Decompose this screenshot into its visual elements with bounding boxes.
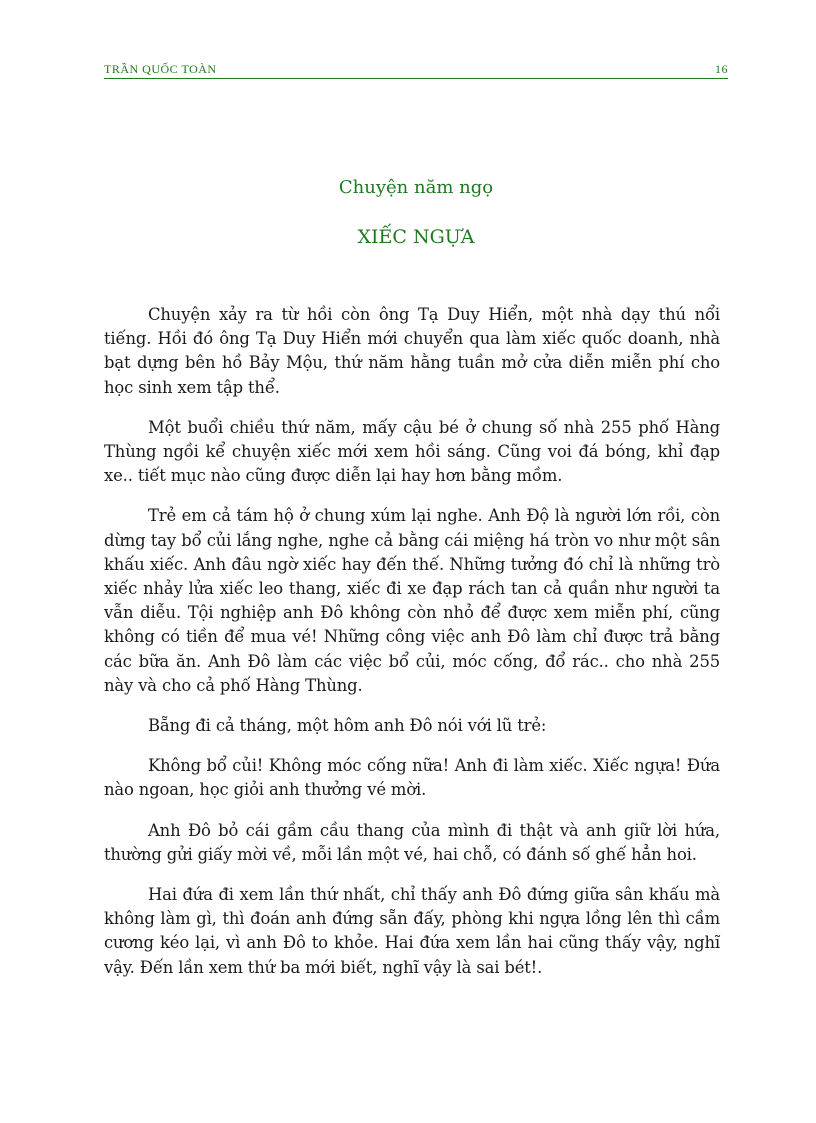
- paragraph: Không bổ củi! Không móc cống nữa! Anh đi làm xiếc. Xiếc ngựa! Đứa nào ngoan, học giỏi anh thưởng vé mời.: [104, 756, 720, 800]
- header-author: TRẦN QUỐC TOÀN: [104, 62, 217, 76]
- paragraph: Một buổi chiều thứ năm, mấy cậu bé ở chung số nhà 255 phố Hàng Thùng ngồi kể chuyện xiếc mới xem hồi sáng. Cũng voi đá bóng, khỉ đạp xe.. tiết mục nào cũng được diễn lại hay hơn bằng mồm.: [104, 417, 720, 486]
- paragraph: Chuyện xảy ra từ hồi còn ông Tạ Duy Hiển, một nhà dạy thú nổi tiếng. Hồi đó ông Tạ Duy Hiển mới chuyển qua làm xiếc quốc doanh, nhà bạt dựng bên hồ Bảy Mộu, thứ năm hằng tuần mở cửa diễn miễn phí cho học sinh xem tập thể.: [104, 305, 720, 397]
- paragraph: Trẻ em cả tám hộ ở chung xúm lại nghe. Anh Độ là người lớn rồi, còn dừng tay bổ củi lắng nghe, nghe cả bằng cái miệng há tròn vo như một sân khấu xiếc. Anh đâu ngờ xiếc hay đến thế. Những tưởng đó chỉ là những trò xiếc nhảy lửa xiếc leo thang, xiếc đi xe đạp rách tan cả quần như người ta vẫn diễu. Tội nghiệp anh Đô không còn nhỏ để được xem miễn phí, cũng không có tiền để mua vé! Những công việc anh Đô làm chỉ được trả bằng các bữa ăn. Anh Đô làm các việc bổ củi, móc cống, đổ rác.. cho nhà 255 này và cho cả phố Hàng Thùng.: [104, 506, 720, 695]
- running-header: [104, 62, 728, 79]
- body-text: [104, 303, 720, 996]
- paragraph: Hai đứa đi xem lần thứ nhất, chỉ thấy anh Đô đứng giữa sân khấu mà không làm gì, thì đoán anh đứng sẵn đấy, phòng khi ngựa lồng lên thì cầm cương kéo lại, vì anh Đô to khỏe. Hai đứa xem lần hai cũng thấy vậy, nghĩ vậy. Đến lần xem thứ ba mới biết, nghĩ vậy là sai bét!.: [104, 885, 720, 977]
- chapter-subtitle: Chuyện năm ngọ: [338, 177, 494, 198]
- paragraph: Anh Đô bỏ cái gầm cầu thang của mình đi thật và anh giữ lời hứa, thường gửi giấy mời về, mỗi lần một vé, hai chỗ, có đánh số ghế hẳn hoi.: [104, 820, 720, 864]
- page-number: 16: [715, 62, 728, 76]
- chapter-title: XIẾC NGỰA: [357, 226, 475, 248]
- paragraph: Bẵng đi cả tháng, một hôm anh Đô nói với lũ trẻ:: [148, 716, 547, 736]
